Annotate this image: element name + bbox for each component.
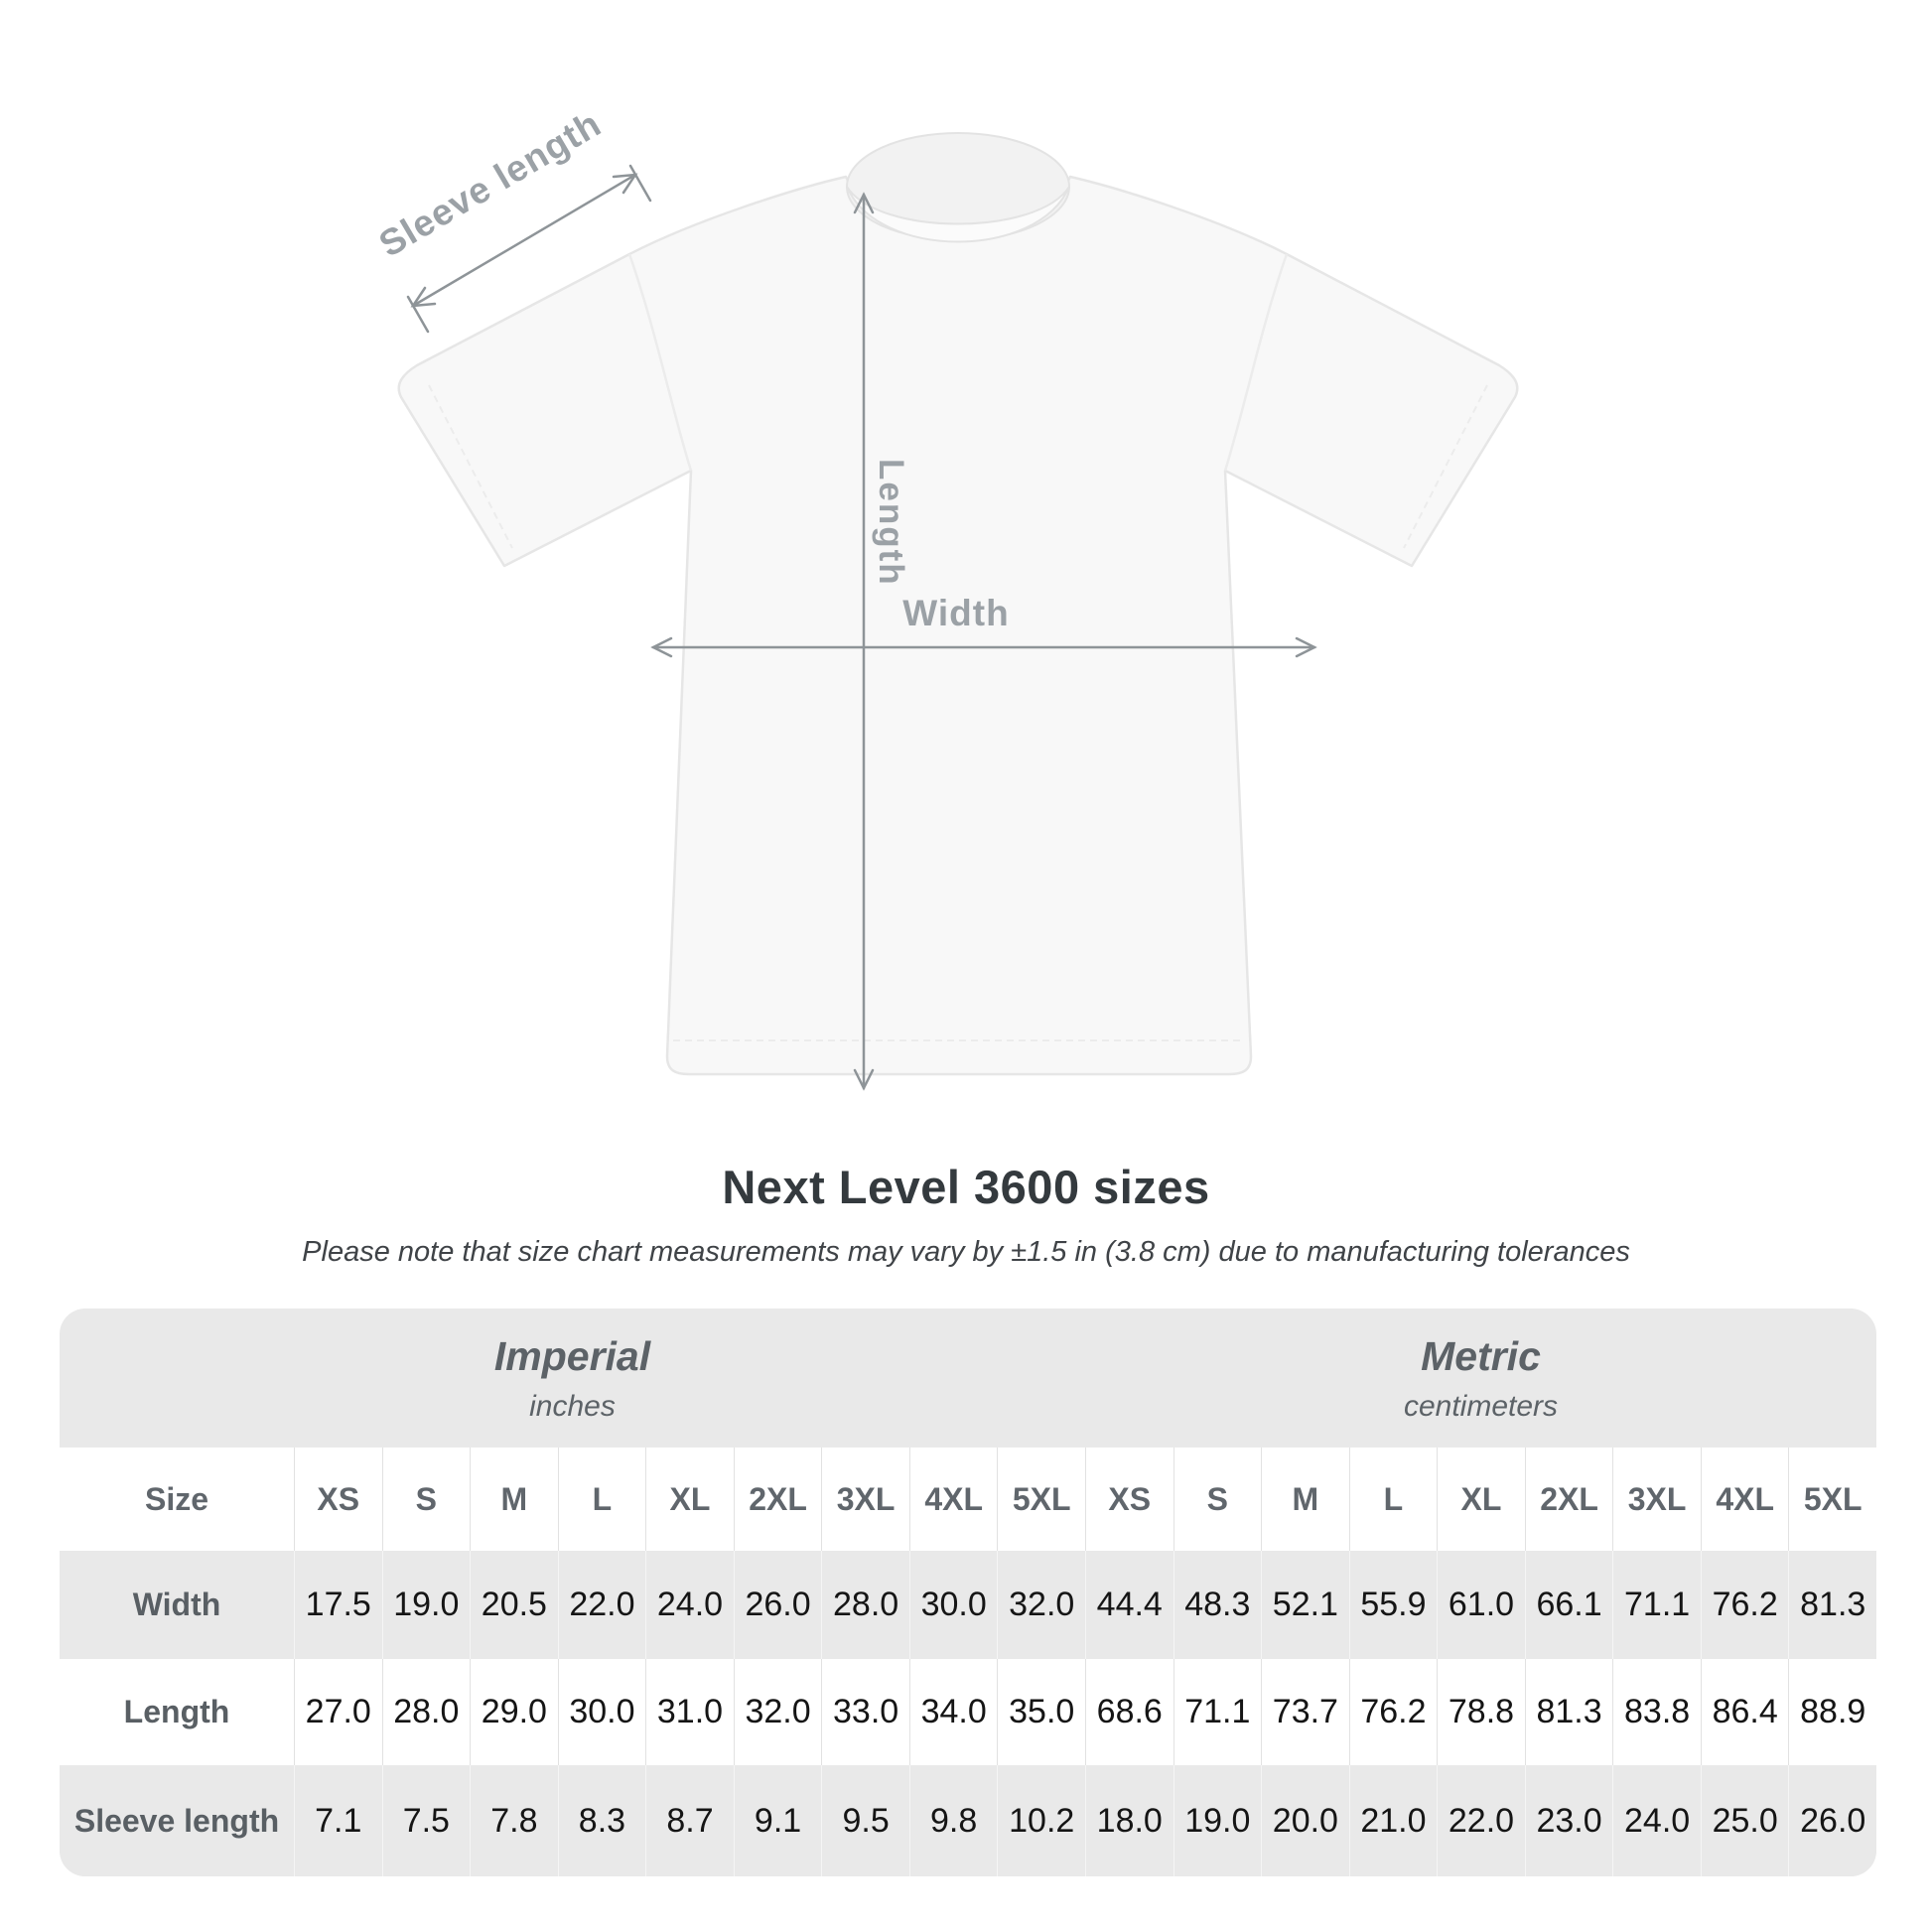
- measurement-row-sleeve: [60, 1765, 1876, 1876]
- value-cell: 34.0: [909, 1659, 998, 1765]
- value-cell: 81.3: [1525, 1659, 1613, 1765]
- value-cell: 28.0: [382, 1659, 471, 1765]
- size-column-header: 5XL: [1788, 1448, 1876, 1551]
- value-cell: 19.0: [382, 1551, 471, 1659]
- value-cell: 86.4: [1701, 1659, 1789, 1765]
- value-cell: 10.2: [997, 1765, 1085, 1876]
- value-cell: 22.0: [558, 1551, 646, 1659]
- value-cell: 35.0: [997, 1659, 1085, 1765]
- size-column-header: M: [470, 1448, 558, 1551]
- row-label-cell: Sleeve length: [73, 1802, 280, 1839]
- value-cell: 71.1: [1612, 1551, 1701, 1659]
- size-column-header: 5XL: [997, 1448, 1085, 1551]
- value-cell: 7.5: [382, 1765, 471, 1876]
- sleeve-length-label: Sleeve length: [371, 102, 609, 265]
- size-column-header: 3XL: [1612, 1448, 1701, 1551]
- value-cell: 8.7: [645, 1765, 734, 1876]
- value-cell: 9.8: [909, 1765, 998, 1876]
- value-cell: 28.0: [821, 1551, 909, 1659]
- value-cell: 31.0: [645, 1659, 734, 1765]
- value-cell: 32.0: [997, 1551, 1085, 1659]
- size-header-row: [60, 1448, 1876, 1551]
- size-column-header: 3XL: [821, 1448, 909, 1551]
- value-cell: 52.1: [1261, 1551, 1349, 1659]
- value-cell: 26.0: [734, 1551, 822, 1659]
- value-cell: 68.6: [1085, 1659, 1173, 1765]
- value-cell: 17.5: [294, 1551, 382, 1659]
- unit-sub: inches: [529, 1389, 616, 1423]
- value-cell: 30.0: [909, 1551, 998, 1659]
- value-cell: 48.3: [1173, 1551, 1262, 1659]
- unit-header-metric: [1085, 1309, 1876, 1448]
- size-note: Please note that size chart measurements may vary by ±1.5 in (3.8 cm) due to manufacturing tolerances: [302, 1236, 1630, 1268]
- value-cell: 25.0: [1701, 1765, 1789, 1876]
- size-column-header: XS: [1085, 1448, 1173, 1551]
- size-label-cell: Size: [144, 1480, 209, 1517]
- value-cell: 21.0: [1349, 1765, 1438, 1876]
- size-column-header: M: [1261, 1448, 1349, 1551]
- value-cell: 55.9: [1349, 1551, 1438, 1659]
- length-label: Length: [872, 459, 910, 587]
- value-cell: 20.5: [470, 1551, 558, 1659]
- size-column-header: L: [1349, 1448, 1438, 1551]
- size-table: [60, 1309, 1876, 1876]
- value-cell: 8.3: [558, 1765, 646, 1876]
- value-cell: 83.8: [1612, 1659, 1701, 1765]
- value-cell: 20.0: [1261, 1765, 1349, 1876]
- size-column-header: 4XL: [909, 1448, 998, 1551]
- size-column-header: XS: [294, 1448, 382, 1551]
- size-column-header: S: [382, 1448, 471, 1551]
- value-cell: 24.0: [645, 1551, 734, 1659]
- value-cell: 88.9: [1788, 1659, 1876, 1765]
- value-cell: 18.0: [1085, 1765, 1173, 1876]
- value-cell: 71.1: [1173, 1659, 1262, 1765]
- row-label-cell: Width: [132, 1587, 221, 1622]
- value-cell: 78.8: [1437, 1659, 1525, 1765]
- size-column-header: 2XL: [734, 1448, 822, 1551]
- page-title: Next Level 3600 sizes: [722, 1161, 1210, 1213]
- unit-name: Metric: [1421, 1332, 1541, 1379]
- value-cell: 76.2: [1701, 1551, 1789, 1659]
- value-cell: 81.3: [1788, 1551, 1876, 1659]
- unit-name: Imperial: [493, 1332, 651, 1379]
- value-cell: 9.5: [821, 1765, 909, 1876]
- measurement-row-length: [60, 1659, 1876, 1765]
- value-cell: 66.1: [1525, 1551, 1613, 1659]
- width-label: Width: [902, 593, 1010, 633]
- unit-header-row: [60, 1309, 1876, 1448]
- size-column-header: XL: [1437, 1448, 1525, 1551]
- value-cell: 29.0: [470, 1659, 558, 1765]
- value-cell: 76.2: [1349, 1659, 1438, 1765]
- row-label-cell: Length: [123, 1694, 230, 1729]
- size-column-header: S: [1173, 1448, 1262, 1551]
- value-cell: 26.0: [1788, 1765, 1876, 1876]
- value-cell: 19.0: [1173, 1765, 1262, 1876]
- value-cell: 32.0: [734, 1659, 822, 1765]
- unit-header-imperial: [60, 1309, 1085, 1448]
- value-cell: 23.0: [1525, 1765, 1613, 1876]
- value-cell: 22.0: [1437, 1765, 1525, 1876]
- value-cell: 61.0: [1437, 1551, 1525, 1659]
- value-cell: 9.1: [734, 1765, 822, 1876]
- value-cell: 33.0: [821, 1659, 909, 1765]
- value-cell: 7.8: [470, 1765, 558, 1876]
- value-cell: 30.0: [558, 1659, 646, 1765]
- unit-sub: centimeters: [1403, 1389, 1559, 1423]
- size-column-header: 2XL: [1525, 1448, 1613, 1551]
- value-cell: 44.4: [1085, 1551, 1173, 1659]
- measurement-row-width: [60, 1551, 1876, 1659]
- value-cell: 24.0: [1612, 1765, 1701, 1876]
- size-column-header: XL: [645, 1448, 734, 1551]
- size-column-header: 4XL: [1701, 1448, 1789, 1551]
- size-column-header: L: [558, 1448, 646, 1551]
- value-cell: 7.1: [294, 1765, 382, 1876]
- value-cell: 73.7: [1261, 1659, 1349, 1765]
- value-cell: 27.0: [294, 1659, 382, 1765]
- title-block: [0, 1160, 1932, 1269]
